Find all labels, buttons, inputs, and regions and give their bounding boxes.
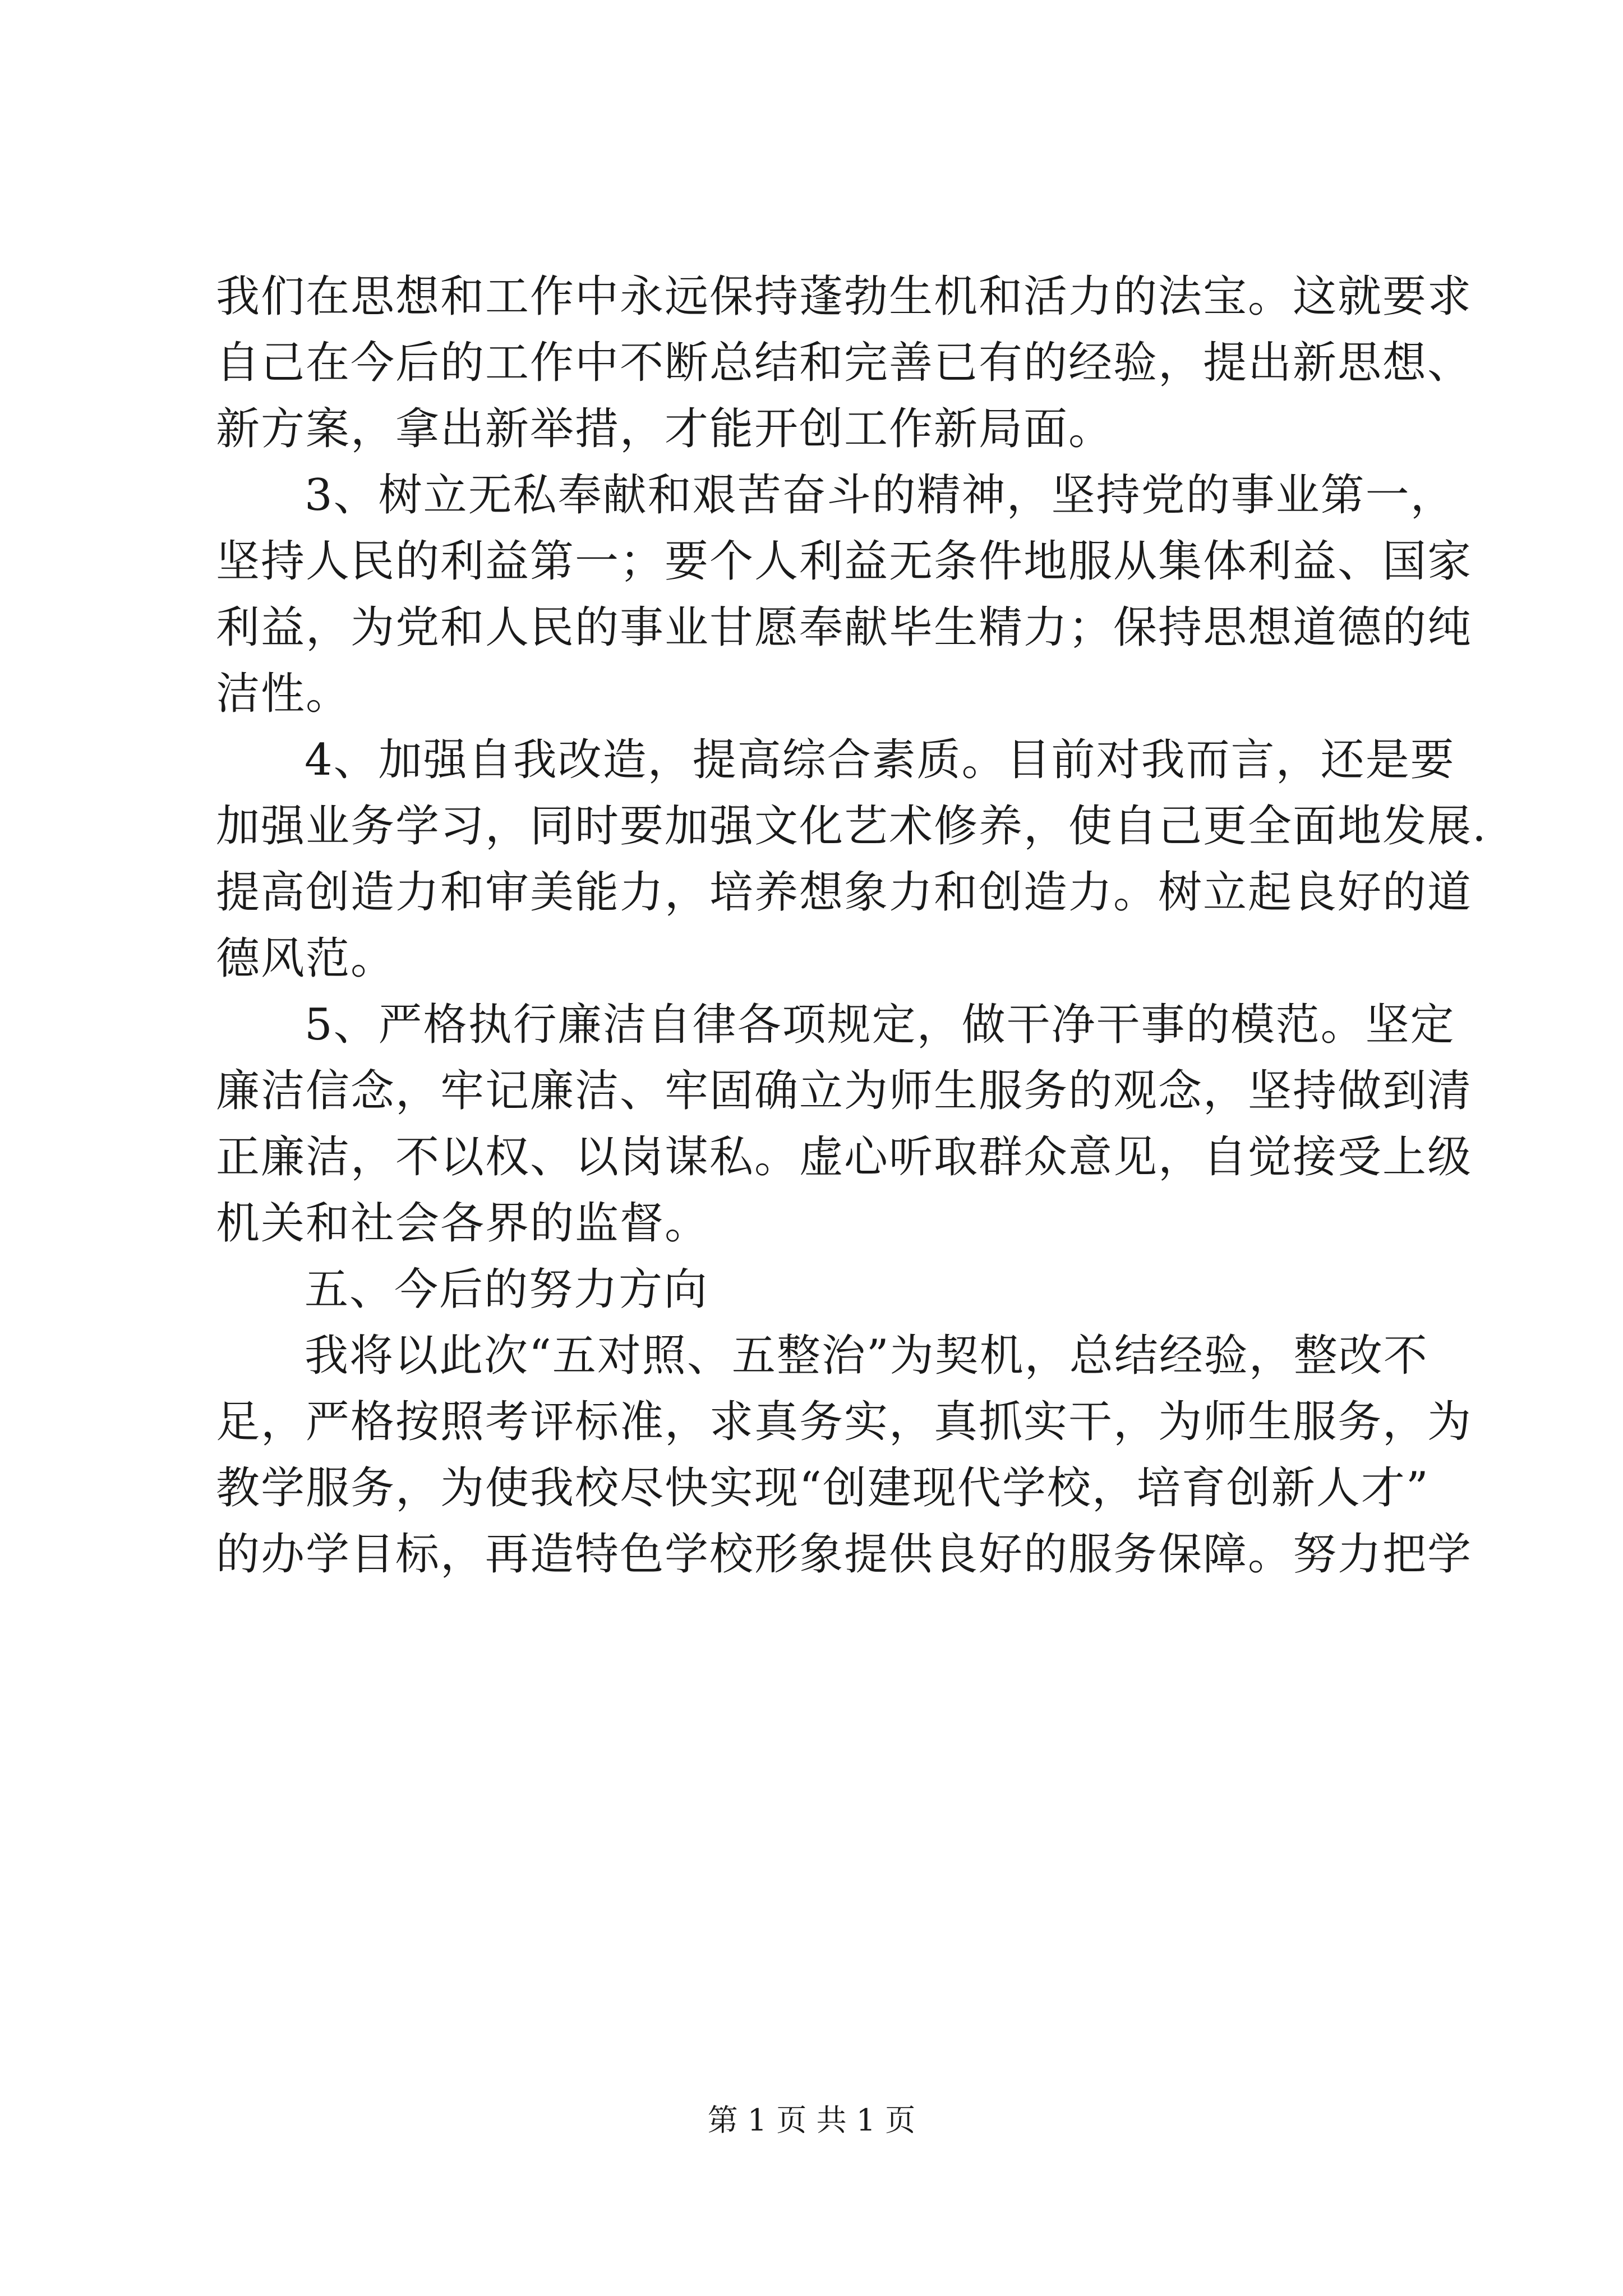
paragraph-start-line: 5、严格执行廉洁自律各项规定，做干净干事的模范。坚定 xyxy=(305,1000,1455,1050)
paragraph-start-line: 4、加强自我改造，提高综合素质。目前对我而言，还是要 xyxy=(305,735,1455,785)
text-line: 教学服务，为使我校尽快实现“创建现代学校，培育创新人才” xyxy=(216,1463,1430,1513)
text-line: 德风范。 xyxy=(216,933,396,984)
text-line: 我们在思想和工作中永远保持蓬勃生机和活力的法宝。这就要求 xyxy=(216,272,1473,322)
text-line: 新方案，拿出新举措，才能开创工作新局面。 xyxy=(216,404,1114,454)
section-heading: 五、今后的努力方向 xyxy=(305,1264,709,1315)
text-line: 利益，为党和人民的事业甘愿奉献毕生精力；保持思想道德的纯 xyxy=(216,602,1473,653)
text-line: 洁性。 xyxy=(216,669,351,719)
text-line: 加强业务学习，同时要加强文化艺术修养，使自己更全面地发展. xyxy=(216,801,1487,852)
document-body xyxy=(216,264,1487,1588)
paragraph-start-line: 我将以此次“五对照、五整治”为契机，总结经验，整改不 xyxy=(305,1331,1428,1381)
text-line: 正廉洁，不以权、以岗谋私。虚心听取群众意见，自觉接受上级 xyxy=(216,1132,1473,1182)
text-line: 提高创造力和审美能力，培养想象力和创造力。树立起良好的道 xyxy=(216,867,1473,918)
page-number-label: 第 1 页 共 1 页 xyxy=(707,2102,916,2138)
text-line: 坚持人民的利益第一；要个人利益无条件地服从集体利益、国家 xyxy=(216,536,1473,587)
text-line: 自己在今后的工作中不断总结和完善已有的经验，提出新思想、 xyxy=(216,338,1473,388)
text-line: 的办学目标，再造特色学校形象提供良好的服务保障。努力把学 xyxy=(216,1529,1473,1580)
paragraph-start-line: 3、树立无私奉献和艰苦奋斗的精神，坚持党的事业第一， xyxy=(305,470,1455,521)
text-line: 廉洁信念，牢记廉洁、牢固确立为师生服务的观念，坚持做到清 xyxy=(216,1066,1473,1116)
text-line: 足，严格按照考评标准，求真务实，真抓实干，为师生服务，为 xyxy=(216,1397,1473,1447)
text-line: 机关和社会各界的监督。 xyxy=(216,1198,710,1249)
page-footer xyxy=(0,2101,1623,2140)
